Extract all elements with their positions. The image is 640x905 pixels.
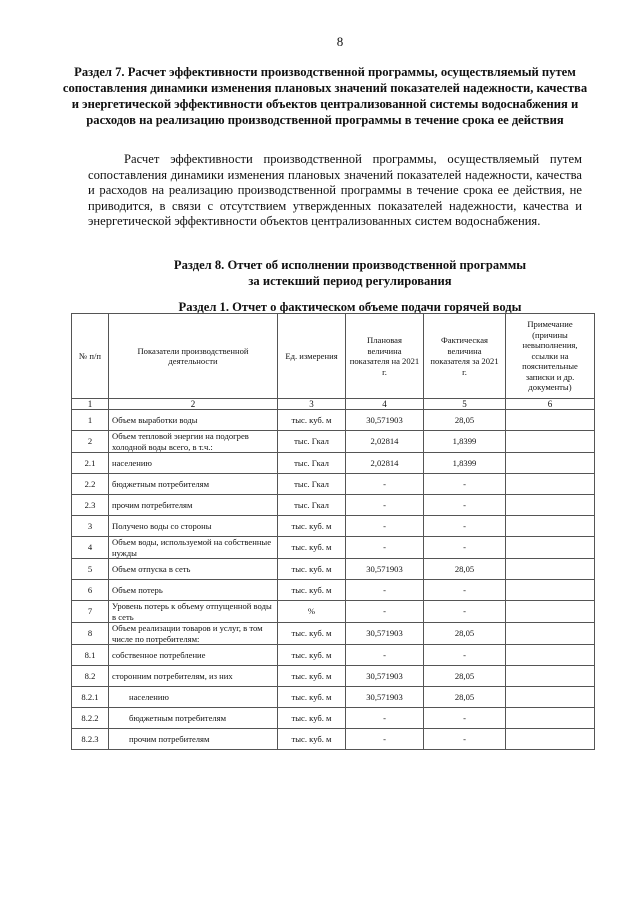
row-fact: 1,8399 — [424, 431, 506, 453]
row-unit: тыс. куб. м — [278, 729, 346, 750]
section-7-body: Расчет эффективности производственной программы, осуществляемый путем сопоставления динамики изменения плановых значений показателей надежности, качества и расходов на реализацию производственной программы в течение срока ее действия, не приводится, в связи с отсутствием утвержденных показателей надежности, качества и энергетической эффективности объектов централизованных систем водоснабжения. — [88, 152, 582, 228]
row-fact: - — [424, 495, 506, 516]
column-number: 1 — [72, 399, 109, 410]
row-unit: тыс. куб. м — [278, 645, 346, 666]
row-number: 8.2.3 — [72, 729, 109, 750]
row-note — [506, 537, 595, 559]
row-plan: - — [346, 645, 424, 666]
row-indicator: собственное потребление — [109, 645, 278, 666]
row-number: 4 — [72, 537, 109, 559]
table-row — [72, 729, 595, 750]
table-row — [72, 559, 595, 580]
row-indicator: прочим потребителям — [109, 495, 278, 516]
table-row — [72, 687, 595, 708]
row-fact: - — [424, 601, 506, 623]
row-unit: тыс. куб. м — [278, 623, 346, 645]
row-note — [506, 623, 595, 645]
row-note — [506, 453, 595, 474]
column-number: 5 — [424, 399, 506, 410]
row-number: 2.1 — [72, 453, 109, 474]
row-indicator: бюджетным потребителям — [109, 474, 278, 495]
header-number: № п/п — [72, 314, 109, 399]
row-fact: - — [424, 537, 506, 559]
row-unit: тыс. куб. м — [278, 580, 346, 601]
row-plan: 2,02814 — [346, 431, 424, 453]
row-number: 8.2.1 — [72, 687, 109, 708]
row-number: 6 — [72, 580, 109, 601]
column-number: 4 — [346, 399, 424, 410]
table-row — [72, 453, 595, 474]
row-plan: - — [346, 516, 424, 537]
header-fact: Фактическая величина показателя за 2021 г. — [424, 314, 506, 399]
row-indicator: Объем тепловой энергии на подогрев холодной воды всего, в т.ч.: — [109, 431, 278, 453]
row-indicator: Объем воды, используемой на собственные нужды — [109, 537, 278, 559]
row-fact: - — [424, 580, 506, 601]
row-plan: - — [346, 729, 424, 750]
row-unit: тыс. Гкал — [278, 453, 346, 474]
section-8-title-line-1: Раздел 8. Отчет об исполнении производственной программы — [173, 258, 527, 272]
row-unit: тыс. Гкал — [278, 474, 346, 495]
table-row — [72, 580, 595, 601]
table-row — [72, 516, 595, 537]
row-note — [506, 580, 595, 601]
row-fact: - — [424, 516, 506, 537]
header-plan: Плановая величина показателя на 2021 г. — [346, 314, 424, 399]
table-row — [72, 431, 595, 453]
row-number: 8 — [72, 623, 109, 645]
section-7-title: Раздел 7. Расчет эффективности производственной программы, осуществляемый путем сопоставления динамики изменения плановых значений показателей надежности, качества и энергетической эффективности объектов централизованной системы водоснабжения и расходов на реализацию производственной программы в течение срока ее действия — [62, 65, 588, 127]
column-number: 2 — [109, 399, 278, 410]
header-note: Примечание (причины невыполнения, ссылки на пояснительные записки и др. документы) — [506, 314, 595, 399]
row-number: 2.2 — [72, 474, 109, 495]
row-plan: 2,02814 — [346, 453, 424, 474]
page-number: 8 — [336, 34, 344, 49]
row-indicator: Объем реализации товаров и услуг, в том числе по потребителям: — [109, 623, 278, 645]
row-plan: - — [346, 537, 424, 559]
row-unit: тыс. Гкал — [278, 431, 346, 453]
table-row — [72, 495, 595, 516]
row-note — [506, 729, 595, 750]
row-unit: тыс. куб. м — [278, 516, 346, 537]
row-indicator: населению — [109, 687, 278, 708]
row-note — [506, 516, 595, 537]
row-indicator: сторонним потребителям, из них — [109, 666, 278, 687]
row-indicator: Объем выработки воды — [109, 410, 278, 431]
table-row — [72, 410, 595, 431]
header-unit: Ед. измерения — [278, 314, 346, 399]
row-unit: тыс. куб. м — [278, 708, 346, 729]
section-8-title — [130, 258, 570, 289]
row-number: 2 — [72, 431, 109, 453]
row-plan: - — [346, 580, 424, 601]
row-note — [506, 474, 595, 495]
row-number: 7 — [72, 601, 109, 623]
row-indicator: бюджетным потребителям — [109, 708, 278, 729]
header-indicator: Показатели производственной деятельности — [109, 314, 278, 399]
column-number: 6 — [506, 399, 595, 410]
row-number: 8.1 — [72, 645, 109, 666]
row-plan: - — [346, 474, 424, 495]
row-note — [506, 645, 595, 666]
table-header-row — [72, 314, 595, 399]
table-row — [72, 623, 595, 645]
row-plan: 30,571903 — [346, 559, 424, 580]
row-fact: 28,05 — [424, 666, 506, 687]
row-plan: 30,571903 — [346, 666, 424, 687]
row-number: 5 — [72, 559, 109, 580]
column-number-row — [72, 399, 595, 410]
row-indicator: Получено воды со стороны — [109, 516, 278, 537]
table-section-title: Раздел 1. Отчет о фактическом объеме подачи горячей воды — [178, 300, 522, 314]
row-fact: 1,8399 — [424, 453, 506, 474]
row-note — [506, 601, 595, 623]
row-indicator: Уровень потерь к объему отпущенной воды в сеть — [109, 601, 278, 623]
section-8-title-line-2: за истекший период регулирования — [248, 273, 452, 288]
row-note — [506, 559, 595, 580]
row-unit: тыс. куб. м — [278, 410, 346, 431]
table-row — [72, 708, 595, 729]
row-fact: 28,05 — [424, 559, 506, 580]
row-number: 3 — [72, 516, 109, 537]
table-row — [72, 666, 595, 687]
table-row — [72, 601, 595, 623]
row-note — [506, 410, 595, 431]
row-unit: тыс. Гкал — [278, 495, 346, 516]
row-plan: - — [346, 708, 424, 729]
row-plan: 30,571903 — [346, 687, 424, 708]
row-fact: - — [424, 708, 506, 729]
row-plan: - — [346, 601, 424, 623]
row-unit: % — [278, 601, 346, 623]
row-indicator: прочим потребителям — [109, 729, 278, 750]
row-fact: - — [424, 474, 506, 495]
row-indicator: Объем отпуска в сеть — [109, 559, 278, 580]
row-fact: 28,05 — [424, 623, 506, 645]
row-fact: 28,05 — [424, 687, 506, 708]
row-fact: - — [424, 645, 506, 666]
row-plan: 30,571903 — [346, 623, 424, 645]
row-number: 2.3 — [72, 495, 109, 516]
row-number: 1 — [72, 410, 109, 431]
row-note — [506, 687, 595, 708]
row-number: 8.2 — [72, 666, 109, 687]
row-indicator: Объем потерь — [109, 580, 278, 601]
table-row — [72, 645, 595, 666]
row-unit: тыс. куб. м — [278, 559, 346, 580]
row-plan: - — [346, 495, 424, 516]
row-note — [506, 666, 595, 687]
row-unit: тыс. куб. м — [278, 666, 346, 687]
table-row — [72, 474, 595, 495]
row-indicator: населению — [109, 453, 278, 474]
row-plan: 30,571903 — [346, 410, 424, 431]
row-note — [506, 431, 595, 453]
row-fact: 28,05 — [424, 410, 506, 431]
row-number: 8.2.2 — [72, 708, 109, 729]
row-note — [506, 708, 595, 729]
row-note — [506, 495, 595, 516]
row-unit: тыс. куб. м — [278, 537, 346, 559]
column-number: 3 — [278, 399, 346, 410]
hot-water-report-table — [71, 313, 595, 750]
row-unit: тыс. куб. м — [278, 687, 346, 708]
row-fact: - — [424, 729, 506, 750]
table-row — [72, 537, 595, 559]
